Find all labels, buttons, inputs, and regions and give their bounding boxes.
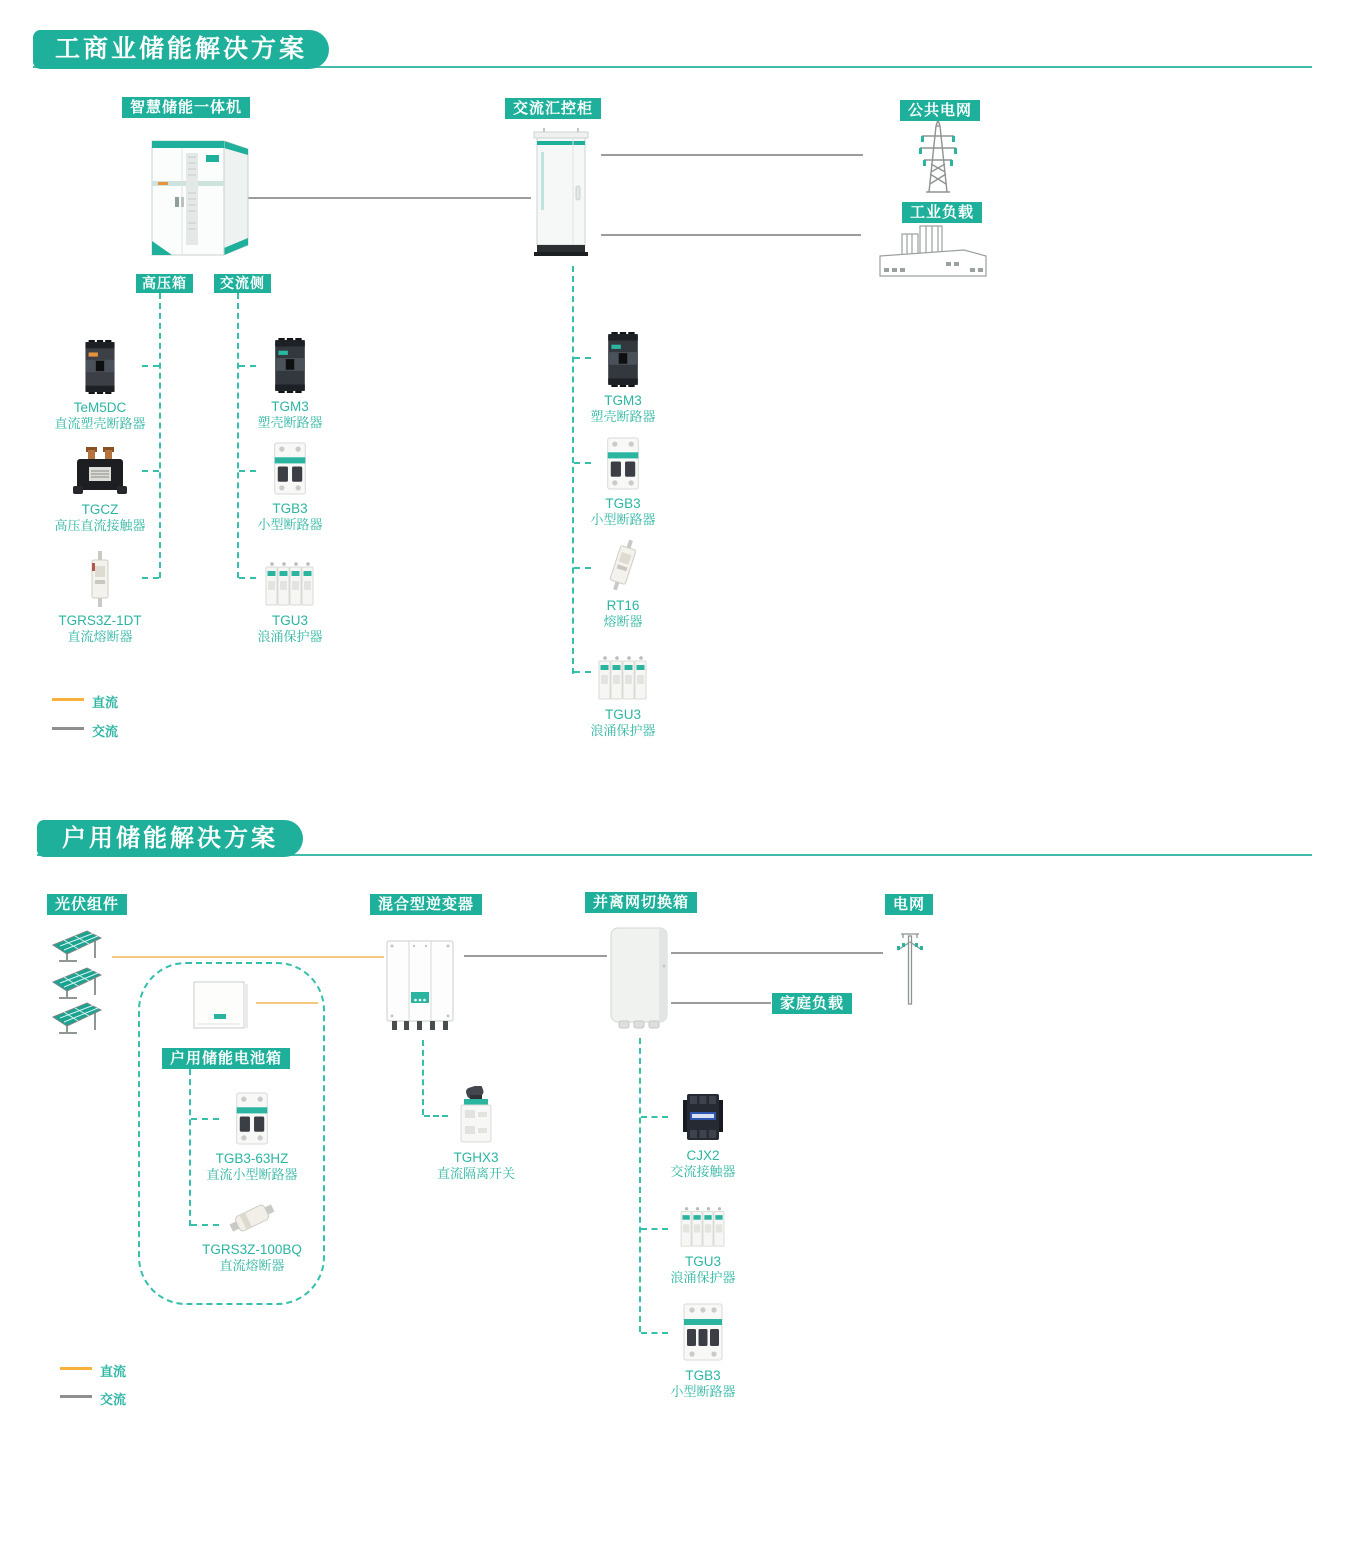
ac-line-machine-cabinet bbox=[214, 197, 531, 199]
solar-panel-icon bbox=[52, 1001, 102, 1040]
product-desc: 小型断路器 bbox=[590, 512, 656, 527]
dc-line-pv-inverter bbox=[112, 956, 384, 958]
dc-fuse-icon bbox=[30, 550, 170, 607]
product-name: TGU3 bbox=[271, 613, 308, 628]
product-name: TGB3 bbox=[605, 496, 641, 511]
label-grid-switch-box: 并离网切换箱 bbox=[585, 892, 697, 913]
spd-icon bbox=[633, 1204, 773, 1248]
product-desc: 直流塑壳断路器 bbox=[54, 416, 146, 431]
product-desc: 浪涌保护器 bbox=[257, 629, 323, 644]
legend-ac-line bbox=[52, 727, 84, 730]
dc-isolator-icon bbox=[406, 1084, 546, 1144]
product-tghx3 bbox=[406, 1084, 546, 1181]
product-tgrs3z-1dt bbox=[30, 550, 170, 644]
product-name: TGRS3Z-100BQ bbox=[202, 1242, 302, 1257]
product-desc: 直流熔断器 bbox=[219, 1258, 285, 1273]
solar-panel-icon bbox=[52, 966, 102, 1005]
product-cjx2 bbox=[633, 1088, 773, 1179]
ac-line-cabinet-grid bbox=[601, 154, 863, 156]
fuse-icon bbox=[553, 536, 693, 592]
product-desc: 塑壳断路器 bbox=[590, 409, 656, 424]
battery-box-icon bbox=[192, 980, 250, 1037]
mcb-icon bbox=[553, 434, 693, 490]
product-tgu3-ac bbox=[220, 552, 360, 644]
product-desc: 小型断路器 bbox=[670, 1384, 736, 1399]
section2-header bbox=[37, 820, 303, 857]
product-tgb3-switch bbox=[633, 1300, 773, 1399]
dc-contactor-icon bbox=[30, 442, 170, 496]
label-ac-side: 交流侧 bbox=[214, 274, 271, 293]
dash-line-hv-branch bbox=[159, 293, 161, 578]
product-name: TGM3 bbox=[271, 399, 309, 414]
ac-contactor-icon bbox=[633, 1088, 773, 1142]
product-tem5dc bbox=[30, 340, 170, 431]
dc-line-battery bbox=[256, 1002, 318, 1004]
product-name: RT16 bbox=[606, 598, 640, 613]
mcb-icon bbox=[220, 440, 360, 495]
grid-switch-box-icon bbox=[607, 926, 671, 1037]
mccb-icon bbox=[553, 330, 693, 387]
product-name: TGCZ bbox=[81, 502, 119, 517]
product-name: TGRS3Z-1DT bbox=[58, 613, 142, 628]
label-home-load: 家庭负载 bbox=[772, 993, 852, 1014]
mccb-icon bbox=[30, 340, 170, 394]
spd-icon bbox=[553, 645, 693, 701]
product-name: TGB3 bbox=[272, 501, 308, 516]
solar-panel-icon bbox=[52, 929, 102, 968]
dash-line-switch-branch bbox=[639, 1038, 641, 1332]
label-hybrid-inverter: 混合型逆变器 bbox=[370, 894, 482, 915]
label-hv-box: 高压箱 bbox=[136, 274, 193, 293]
factory-building-icon bbox=[878, 224, 988, 283]
label-ac-cabinet: 交流汇控柜 bbox=[505, 98, 601, 119]
transmission-tower-icon bbox=[914, 120, 962, 199]
legend-dc-line bbox=[52, 698, 84, 701]
product-tgcz bbox=[30, 442, 170, 533]
label-battery-box: 户用储能电池箱 bbox=[162, 1048, 290, 1069]
section1-title: 工商业储能解决方案 bbox=[54, 35, 307, 63]
storage-machine-icon bbox=[146, 131, 254, 262]
legend-dc-line bbox=[60, 1367, 92, 1370]
product-tgb3-63hz bbox=[182, 1090, 322, 1182]
product-tgb3-ac bbox=[220, 440, 360, 532]
product-desc: 塑壳断路器 bbox=[257, 415, 323, 430]
product-name: CJX2 bbox=[686, 1148, 720, 1163]
legend-ac-label: 交流 bbox=[100, 1392, 127, 1407]
product-desc: 直流小型断路器 bbox=[206, 1167, 298, 1182]
section1-header bbox=[33, 30, 329, 69]
product-tgm3-ac bbox=[220, 336, 360, 430]
product-desc: 交流接触器 bbox=[670, 1164, 736, 1179]
ac-line-inverter-switch bbox=[464, 955, 607, 957]
product-desc: 浪涌保护器 bbox=[670, 1270, 736, 1285]
mcb-icon bbox=[633, 1300, 773, 1362]
ac-line-switch-grid bbox=[671, 952, 883, 954]
product-name: TGU3 bbox=[604, 707, 641, 722]
product-desc: 浪涌保护器 bbox=[590, 723, 656, 738]
legend-dc-label: 直流 bbox=[100, 1364, 127, 1379]
product-tgm3-cabinet bbox=[553, 330, 693, 424]
product-rt16 bbox=[553, 536, 693, 629]
hybrid-inverter-icon bbox=[384, 936, 459, 1039]
label-grid: 电网 bbox=[885, 894, 933, 915]
mcb-icon bbox=[182, 1090, 322, 1145]
product-tgu3-cabinet bbox=[553, 645, 693, 738]
label-storage-machine: 智慧储能一体机 bbox=[122, 97, 250, 118]
product-desc: 小型断路器 bbox=[257, 517, 323, 532]
product-tgu3-switch bbox=[633, 1204, 773, 1285]
product-tgrs3z-100bq bbox=[182, 1198, 322, 1273]
product-desc: 高压直流接触器 bbox=[54, 518, 146, 533]
product-name: TGB3 bbox=[685, 1368, 721, 1383]
product-desc: 直流熔断器 bbox=[67, 629, 133, 644]
section2-title: 户用储能解决方案 bbox=[62, 825, 278, 852]
ac-line-switch-homeload bbox=[671, 1002, 771, 1004]
label-public-grid: 公共电网 bbox=[900, 100, 980, 121]
label-industrial-load: 工业负载 bbox=[902, 202, 982, 223]
spd-icon bbox=[220, 552, 360, 607]
legend-ac-label: 交流 bbox=[92, 724, 119, 739]
ac-cabinet-icon bbox=[531, 126, 591, 263]
legend-ac-line bbox=[60, 1395, 92, 1398]
legend-dc-label: 直流 bbox=[92, 695, 119, 710]
ac-line-cabinet-load bbox=[601, 234, 861, 236]
mccb-icon bbox=[220, 336, 360, 393]
product-name: TGM3 bbox=[604, 393, 642, 408]
product-name: TGHX3 bbox=[453, 1150, 499, 1165]
product-name: TeM5DC bbox=[73, 400, 127, 415]
product-desc: 熔断器 bbox=[603, 614, 643, 629]
product-tgb3-cabinet bbox=[553, 434, 693, 527]
product-name: TGU3 bbox=[684, 1254, 721, 1269]
dc-fuse-icon bbox=[182, 1198, 322, 1236]
utility-pole-icon bbox=[896, 928, 924, 1011]
product-name: TGB3-63HZ bbox=[215, 1151, 289, 1166]
label-pv-modules: 光伏组件 bbox=[47, 894, 127, 915]
product-desc: 直流隔离开关 bbox=[436, 1166, 515, 1181]
